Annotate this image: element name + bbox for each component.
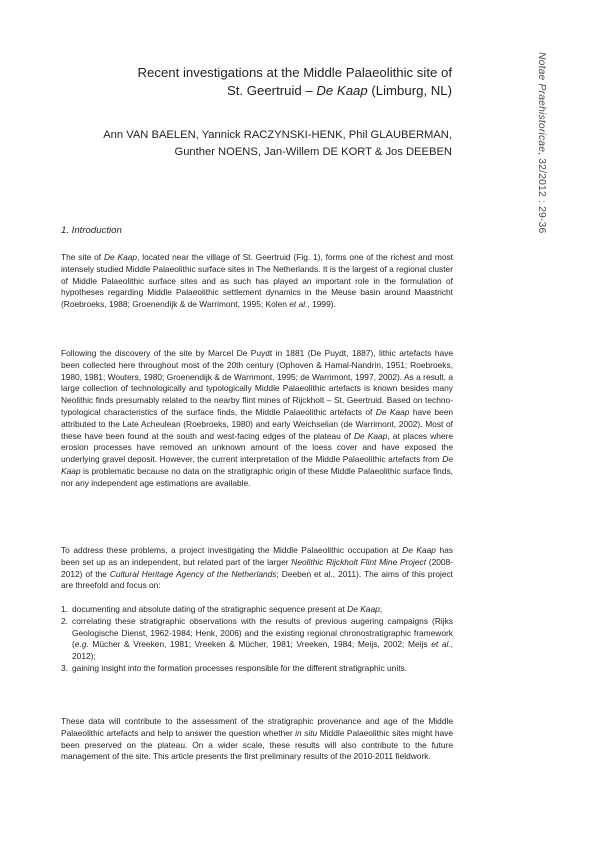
p2-text-g: is problematic because no data on the stratigraphic origin of these Middle Palaeolithic surface finds, nor any independent age estimations are available. — [61, 465, 453, 488]
p4-text-a: These data will contribute to the assessment of the stratigraphic provenance and age of the Middle Palaeolithic artefacts and help to answer the question whether — [61, 716, 453, 738]
p3-text-a: To address these problems, a project investigating the Middle Palaeolithic occupation at — [61, 545, 403, 555]
authors-line-1: Ann VAN BAELEN, Yannick RACZYNSKI-HENK, Phil GLAUBERMAN, — [103, 129, 452, 141]
section-heading: 1. Introduction — [61, 225, 122, 236]
p2-italic-f: De Kaap — [61, 454, 453, 476]
paragraph-4 — [61, 716, 453, 763]
list-item-text — [72, 604, 453, 616]
paragraph-3 — [61, 545, 453, 592]
list-item-text — [72, 616, 453, 663]
paragraph-2 — [61, 348, 453, 490]
p2-text-e: , at places where erosion processes have removed an unknown amount of the loess cover and have exposed the underlying gravel deposit. However, the current interpretation of the Middle Palaeolithic artefacts from — [61, 430, 454, 465]
author-list — [52, 127, 452, 161]
list-item-number: 1. — [61, 604, 68, 614]
list-item — [61, 616, 453, 663]
p2-text-a: Following the discovery of the site by Marcel De Puydt in 1881 (De Puydt, 1887), lithic artefacts have been collected here throughout most of the 20th century (Ophoven & Hamal-Nandrin, 1951; Roebroeks, 1980, 1981; Wouters, 1980; Groenendijk & de Warrimont, 1995; de Warrimont, 1997, 2002). As a result, a large collection of technologically and typologically Middle Palaeolithic artefacts is known besides many Neolithic finds presumably related to the nearby flint mines of Rijckholt – St. Geertruid. Based on techno-typological characteristics of the surface finds, the Middle Palaeolithic artefacts of — [61, 348, 453, 417]
list-item-2-text-a: correlating these stratigraphic observations with the results of previous augering campaigns (Rijks Geologische Dienst, 1962-1984; Henk, 2006) and the existing regional chronostratigraphic framework ( — [72, 615, 453, 650]
p4-italic-b: in situ — [295, 727, 318, 738]
title-line-2-pre: St. Geertruid – — [226, 83, 317, 98]
list-item-3-text: gaining insight into the formation processes responsible for the different stratigraphic units. — [72, 662, 408, 673]
p2-text-c: have been attributed to the Late Acheulean (Roebroeks, 1980) and early Weichselian (de Warrimont, 2002). Most of these have been found at the south and west-facing edges of the plateau of — [61, 406, 454, 441]
aims-list — [61, 604, 453, 675]
p1-text-c: , located near the village of St. Geertruid (Fig. 1), forms one of the richest and most intensely studied Middle Palaeolithic surface sites in The Netherlands. It is the largest of a regional cluster of Middle Palaeolithic surface sites and as such has played an important role in the formulation of hypotheses regarding Middle Palaeolithic settlement dynamics in the Meuse basin around Maastricht (Roebroeks, 1988; Groenendijk & de Warrimont, 1995; Kolen — [61, 252, 454, 310]
title-line-2 — [92, 82, 452, 100]
p4-text-c: Middle Palaeolithic sites might have been preserved on the plateau. On a wider scale, these results will also contribute to the future management of the site. This article presents the first preliminary results of the 2010-2011 fieldwork. — [61, 727, 453, 762]
paragraph-1 — [61, 252, 453, 311]
journal-issue: , 32/2012 : 29-36 — [536, 152, 547, 234]
p1-italic-d: et al. — [289, 299, 308, 310]
p3-text-c: has been set up as an independent, but related part of the larger — [61, 545, 453, 567]
authors-line-2: Gunther NOENS, Jan-Willem DE KORT & Jos DEEBEN — [174, 146, 452, 158]
p3-italic-b: De Kaap — [402, 545, 436, 555]
list-item-2-italic-d: et al. — [431, 639, 451, 650]
p1-italic-b: De Kaap — [103, 252, 138, 262]
list-item-1-text-a: documenting and absolute dating of the stratigraphic sequence present at — [72, 604, 348, 614]
list-item — [61, 604, 453, 616]
list-item-1-italic-b: De Kaap — [347, 604, 380, 614]
list-item-1-text-c: ; — [379, 604, 383, 614]
list-item — [61, 663, 453, 675]
list-item-number: 3. — [61, 662, 68, 673]
list-item-2-text-c: Mücher & Vreeken, 1981; Vreeken & Mücher, 1981; Vreeken, 1984; Meijs, 2002; Meijs — [88, 639, 432, 650]
journal-sidebar — [536, 52, 547, 233]
p1-text-e: , 1999). — [307, 299, 336, 310]
article-title — [92, 64, 452, 100]
title-line-2-italic: De Kaap — [316, 83, 368, 98]
p1-text-a: The site of — [61, 252, 104, 262]
p3-italic-f: Cultural Heritage Agency of the Netherlands — [109, 568, 277, 579]
list-item-number: 2. — [61, 615, 68, 626]
journal-name: Notae Praehistoricae — [536, 52, 547, 153]
p2-italic-d: De Kaap — [354, 430, 388, 441]
p2-italic-b: De Kaap — [375, 406, 410, 417]
title-line-1: Recent investigations at the Middle Palaeolithic site of — [137, 65, 452, 80]
title-line-2-post: (Limburg, NL) — [367, 83, 452, 98]
list-item-2-italic-b: e.g. — [74, 639, 89, 650]
p3-italic-d: Neolithic Rijckholt Flint Mine Project — [291, 556, 427, 567]
p3-text-e: (2008-2012) of the — [61, 556, 453, 579]
list-item-2-text-e: , 2012); — [72, 639, 453, 662]
p3-text-g: ; Deeben et al., 2011). The aims of this project are threefold and focus on: — [61, 568, 454, 591]
